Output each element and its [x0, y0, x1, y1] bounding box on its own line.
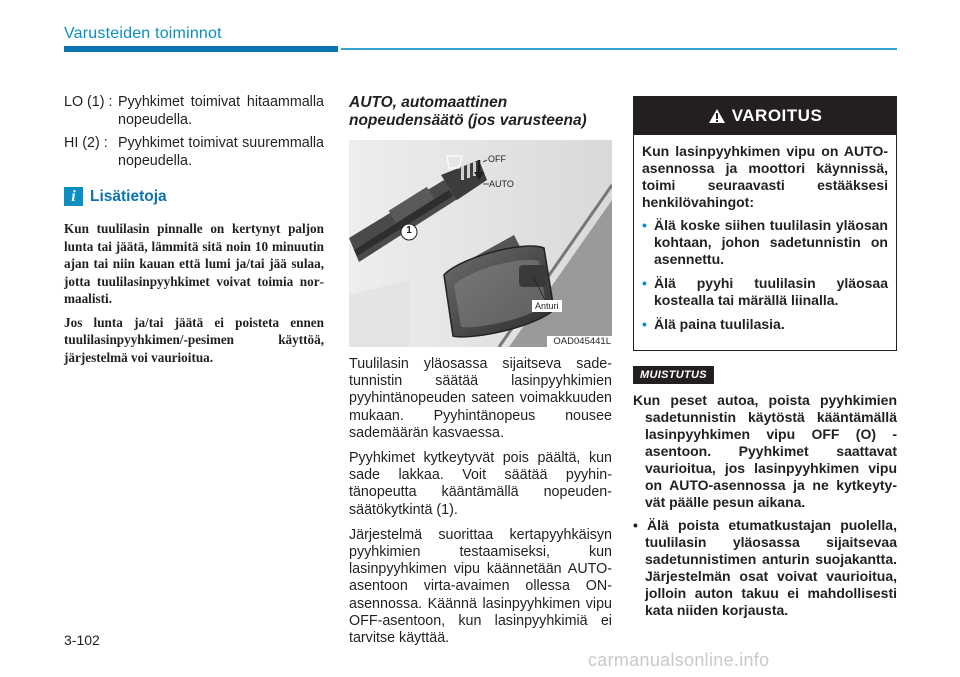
definition-desc: Pyyhkimet toimivat hitaammalla nopeudella.	[118, 94, 324, 128]
page-number: 3-102	[64, 632, 100, 648]
header-bar-light	[341, 48, 897, 50]
section-title-line: AUTO, automaattinen	[349, 94, 508, 111]
warning-list-item: • Älä koske siihen tuulilasin yläosan kohtaan, johon sadetunnistin on asennettu.	[642, 217, 888, 268]
body-paragraph: Järjestelmä suorittaa kertapyyhkäisyn pyyhkimien testaamiseksi, kun lasinpyyhkimen vipu käännetään AUTO-asentoon virta-avaimen ollessa ON-asennossa. Käännä lasinpyyhkimen vipu OFF-asentoon, kun lasinpyyhkimiä ei tarvitse käyttää.	[349, 526, 612, 647]
warning-title: VAROITUS	[731, 106, 823, 125]
body-paragraph: Pyyhkimet kytkeytyvät pois päältä, kun sade lakkaa. Voit säätää pyyhintänopeutta kääntämällä nopeudensäätökytkintä (1).	[349, 450, 612, 518]
body-paragraph: Tuulilasin yläosassa sijaitseva sadetunnistin säätää lasinpyyhkimien pyyhintänopeuden sateen voimakkuuden mukaan. Pyyhintänopeus nousee sademäärän kasvaessa.	[349, 356, 612, 441]
warning-triangle-icon	[708, 108, 726, 124]
section-title	[349, 94, 612, 130]
section-title-line: nopeudensäätö (jos varusteena)	[349, 112, 587, 129]
wiper-lever-figure	[349, 140, 612, 347]
definition-desc: Pyyhkimet toimivat suuremmalla nopeudella.	[118, 135, 324, 169]
info-heading	[64, 187, 324, 206]
figure-label-sensor: Anturi	[532, 300, 562, 312]
wiper-lever-illustration	[349, 140, 612, 347]
header-bar-dark	[64, 46, 338, 52]
column-right	[633, 96, 897, 625]
note-paragraph: • Älä poista etumatkustajan puolella, tuulilasin yläosassa sijaitsevaa sadetunnistimen anturin suojakantta. Järjestelmän osat voivat vaurioitua, jolloin auton takuu ei mahdollisesti kata niiden korjausta.	[633, 517, 897, 618]
warning-header	[634, 97, 896, 135]
note-tag: MUISTUTUS	[633, 366, 714, 384]
definition-term: LO (1) :	[64, 94, 113, 110]
warning-body	[634, 135, 896, 350]
column-middle	[349, 94, 612, 655]
figure-callout-1: 1	[406, 225, 412, 236]
figure-label-off: OFF	[488, 154, 506, 164]
warning-list	[642, 217, 888, 333]
column-left	[64, 94, 324, 372]
definition-term: HI (2) :	[64, 135, 108, 151]
info-title: Lisätietoja	[90, 187, 167, 205]
figure-label-auto: AUTO	[489, 179, 514, 189]
note-paragraph: Kun peset autoa, poista pyyhkimien sadetunnistin käytöstä kääntämällä lasinpyyhkimen vipu OFF (O) -asentoon. Pyyhkimet saattavat vaurioitua, jos lasinpyyhkimen vipu on AUTO-asennossa ja ne kytkeytyvät päälle pesun aikana.	[633, 392, 897, 510]
warning-box	[633, 96, 897, 351]
figure-caption: OAD045441L	[547, 336, 612, 347]
section-header-title: Varusteiden toiminnot	[64, 25, 222, 42]
definition-lo	[64, 94, 324, 129]
info-paragraph: Jos lunta ja/tai jäätä ei poisteta ennen tuulilasinpyyhkimen/-pesimen käyttöä, järjestelmä voi vaurioitua.	[64, 314, 324, 365]
warning-list-item: • Älä paina tuulilasia.	[642, 316, 888, 333]
watermark: carmanualsonline.info	[588, 650, 770, 670]
note-body	[633, 392, 897, 619]
definition-hi	[64, 135, 324, 170]
warning-list-item: • Älä pyyhi tuulilasin yläosaa kostealla tai märällä liinalla.	[642, 275, 888, 309]
info-paragraph: Kun tuulilasin pinnalle on kertynyt paljon lunta tai jäätä, lämmitä sitä noin 10 minuutin ajan tai niin kauan että lumi ja/tai jää sulaa, jotta tuulilasinpyyhkimet voivat toimia normaalisti.	[64, 221, 324, 306]
warning-intro: Kun lasinpyyhkimen vipu on AUTO-asennossa ja moottori käynnissä, toimi seuraavasti estääksesi henkilövahingot:	[642, 143, 888, 210]
info-icon: i	[64, 187, 83, 206]
